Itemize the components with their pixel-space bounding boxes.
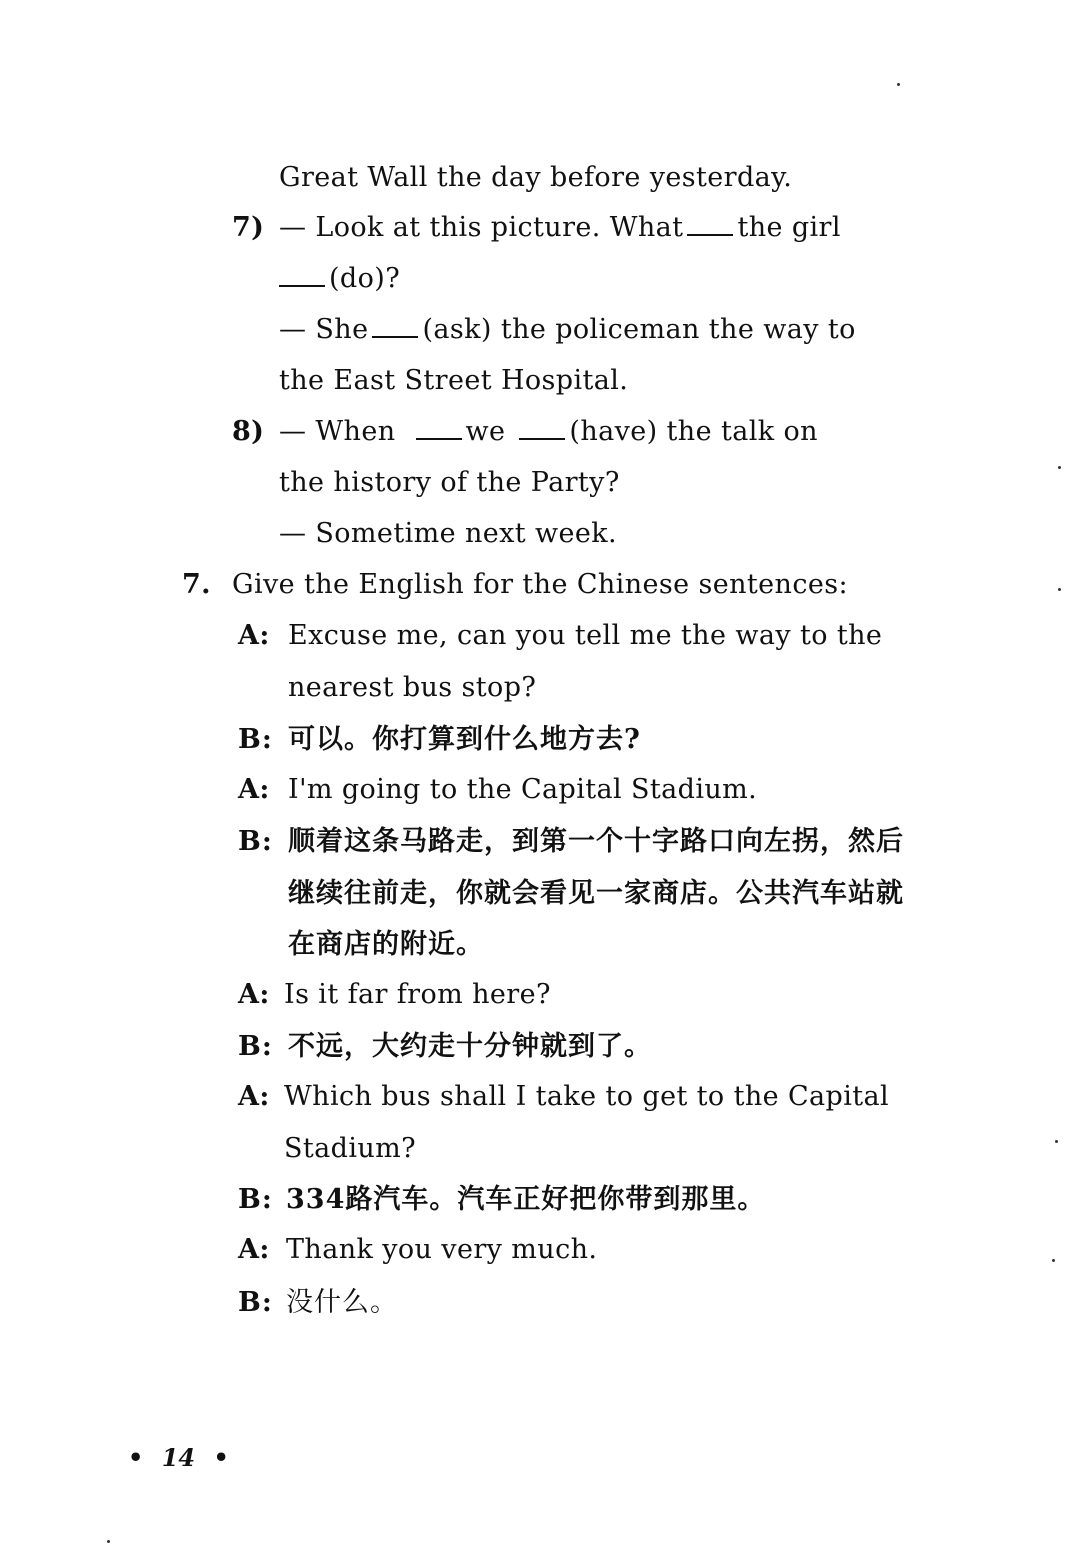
speaker: B: <box>238 826 273 857</box>
dialog-text: 334路汽车。汽车正好把你带到那里。 <box>286 1184 766 1215</box>
line-text <box>279 305 856 355</box>
bullet-icon: • <box>213 1443 229 1472</box>
speaker: A: <box>238 979 270 1010</box>
line-text: the history of the Party? <box>279 467 620 498</box>
dialog-text: Thank you very much. <box>286 1234 598 1265</box>
dialog-text: Which bus shall I take to get to the Capital <box>284 1081 890 1112</box>
scan-speck <box>107 1540 110 1543</box>
dialog-line <box>0 1225 1080 1275</box>
text-segment: the girl <box>737 212 841 243</box>
line-text: — Sometime next week. <box>279 518 618 549</box>
scan-speck <box>1058 588 1061 591</box>
dialog-line <box>0 663 1080 713</box>
dialog-line <box>0 765 1080 815</box>
text-segment: we <box>465 416 506 447</box>
question-8-line-2 <box>0 458 1080 508</box>
question-8-line-1 <box>0 407 1080 457</box>
dialog-text: 没什么。 <box>286 1287 398 1318</box>
answer-blank[interactable] <box>416 422 462 440</box>
speaker: B: <box>238 724 273 755</box>
dialog-line <box>0 1072 1080 1122</box>
dialog-text: 可以。你打算到什么地方去? <box>288 724 641 755</box>
speaker: B: <box>238 1287 273 1318</box>
dialog-line <box>0 1022 1080 1072</box>
speaker: B: <box>238 1184 273 1215</box>
scan-speck <box>1058 466 1061 469</box>
line-text: Great Wall the day before yesterday. <box>279 162 793 193</box>
question-7-line-3 <box>0 305 1080 355</box>
dialog-line <box>0 869 1080 919</box>
text-segment: (do)? <box>329 263 401 294</box>
section-title: Give the English for the Chinese sentences: <box>232 569 848 600</box>
dialog-line <box>0 817 1080 867</box>
speaker: A: <box>238 1081 270 1112</box>
text-segment: — When <box>279 416 396 447</box>
dialog-line <box>0 1278 1080 1328</box>
question-number: 8) <box>232 416 265 447</box>
speaker: A: <box>238 774 270 805</box>
dialog-line <box>0 611 1080 661</box>
text-line <box>0 153 1080 203</box>
text-segment: (have) the talk on <box>569 416 818 447</box>
question-7-line-4 <box>0 356 1080 406</box>
question-number: 7) <box>232 212 265 243</box>
scan-speck <box>1055 1140 1058 1143</box>
dialog-text: 在商店的附近。 <box>288 929 484 960</box>
scan-speck <box>1052 1259 1055 1262</box>
dialog-text: 不远，大约走十分钟就到了。 <box>288 1031 652 1062</box>
page-number: 14 <box>161 1443 196 1472</box>
dialog-text: I'm going to the Capital Stadium. <box>288 774 758 805</box>
question-8-line-3 <box>0 509 1080 559</box>
text-segment: — She <box>279 314 369 345</box>
section-number: 7. <box>182 569 211 600</box>
page-footer <box>128 1438 229 1478</box>
text-segment: — Look at this picture. What <box>279 212 684 243</box>
dialog-line <box>0 970 1080 1020</box>
dialog-text: Excuse me, can you tell me the way to the <box>288 620 883 651</box>
answer-blank[interactable] <box>372 320 418 338</box>
line-text: the East Street Hospital. <box>279 365 629 396</box>
scan-speck <box>897 83 900 86</box>
answer-blank[interactable] <box>687 218 733 236</box>
section-7-heading <box>0 560 1080 610</box>
dialog-text: nearest bus stop? <box>288 672 537 703</box>
line-text <box>279 254 400 304</box>
question-7-line-2 <box>0 254 1080 304</box>
speaker: B: <box>238 1031 273 1062</box>
dialog-line <box>0 715 1080 765</box>
bullet-icon: • <box>128 1443 144 1472</box>
dialog-text: 顺着这条马路走，到第一个十字路口向左拐，然后 <box>288 826 904 857</box>
line-text <box>279 407 818 457</box>
answer-blank[interactable] <box>279 269 325 287</box>
speaker: A: <box>238 1234 270 1265</box>
dialog-text: 继续往前走，你就会看见一家商店。公共汽车站就 <box>288 878 904 909</box>
text-segment: (ask) the policeman the way to <box>422 314 856 345</box>
answer-blank[interactable] <box>519 422 565 440</box>
speaker: A: <box>238 620 270 651</box>
dialog-line <box>0 920 1080 970</box>
question-7-line-1 <box>0 203 1080 253</box>
line-text <box>279 203 841 253</box>
dialog-line <box>0 1124 1080 1174</box>
dialog-text: Is it far from here? <box>284 979 551 1010</box>
dialog-text: Stadium? <box>284 1133 417 1164</box>
dialog-line <box>0 1175 1080 1225</box>
